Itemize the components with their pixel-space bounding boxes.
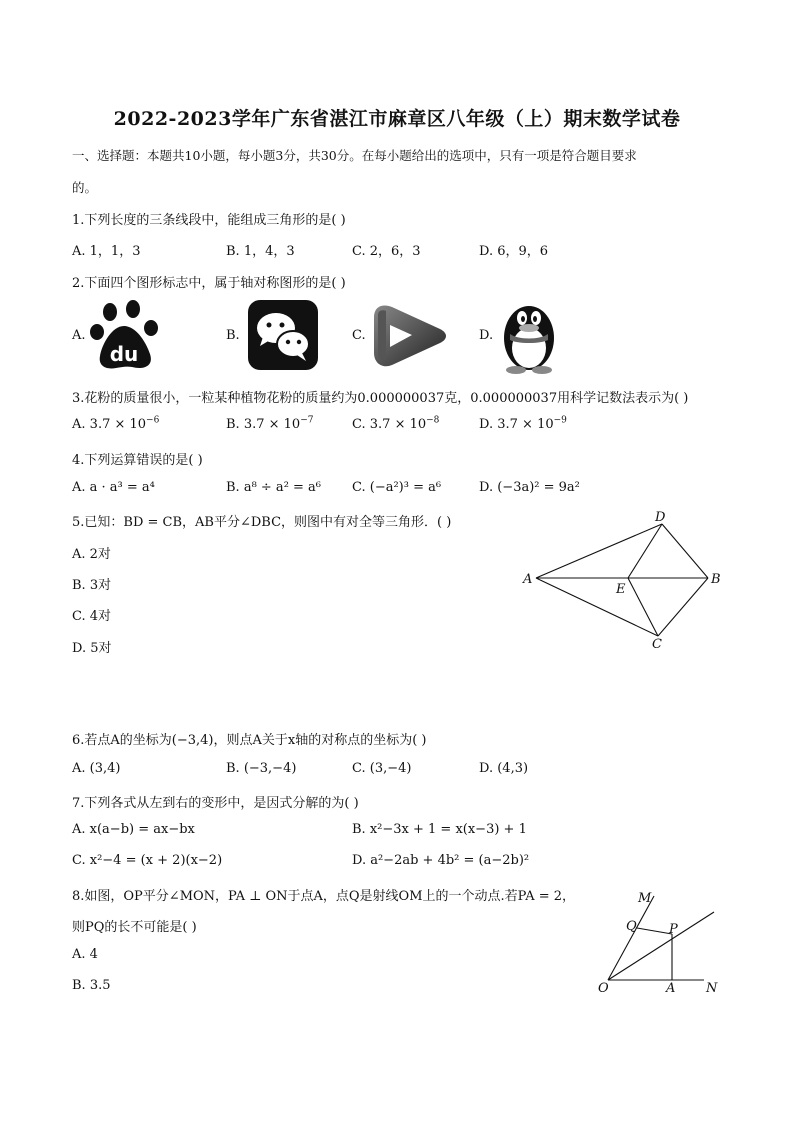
q5-triangle-figure <box>520 508 730 653</box>
q5-label-d: D <box>655 510 666 525</box>
q7-stem: 7.下列各式从左到右的变形中，是因式分解的为( ) <box>72 796 359 811</box>
q7-option-d: D. a²−2ab + 4b² = (a−2b)² <box>352 853 530 868</box>
baidu-paw-logo-icon <box>88 300 168 372</box>
q4-option-d: D. (−3a)² = 9a² <box>479 480 580 495</box>
section-instructions-line1: 一、选择题：本题共10小题，每小题3分，共30分。在每小题给出的选项中，只有一项是符合题目要求 <box>72 148 637 163</box>
q7-option-c: C. x²−4 = (x + 2)(x−2) <box>72 853 223 868</box>
q1-option-a: A. 1，1，3 <box>72 244 141 259</box>
q8-stem-line1: 8.如图，OP平分∠MON，PA ⊥ ON于点A，点Q是射线OM上的一个动点.若PA = 2， <box>72 889 576 904</box>
q3-stem: 3.花粉的质量很小，一粒某种植物花粉的质量约为0.000000037克，0.000000037用科学记数法表示为( ) <box>72 391 689 406</box>
qq-penguin-logo-icon <box>496 294 562 374</box>
q3-option-b: B. $3.7 \times 10^{-7}$ <box>226 415 314 432</box>
q6-option-a: A. (3,4) <box>72 761 121 776</box>
q1-option-b: B. 1，4，3 <box>226 244 295 259</box>
q6-option-c: C. (3,−4) <box>352 761 412 776</box>
q8-label-q: Q <box>626 919 637 934</box>
q5-label-c: C <box>652 637 662 652</box>
q5-option-d: D. 5对 <box>72 641 112 656</box>
q5-label-e: E <box>616 582 626 597</box>
q5-option-c: C. 4对 <box>72 609 112 624</box>
q2-label-a: A. <box>72 328 86 343</box>
q1-option-d: D. 6，9，6 <box>479 244 549 259</box>
exam-title: 2022-2023学年广东省湛江市麻章区八年级（上）期末数学试卷 <box>113 108 681 130</box>
q5-option-b: B. 3对 <box>72 578 112 593</box>
q4-option-b: B. a⁸ ÷ a² = a⁶ <box>226 480 322 495</box>
q2-label-c: C. <box>352 328 366 343</box>
wechat-logo-icon <box>247 299 319 371</box>
play-logo-icon <box>368 303 450 367</box>
q3-option-d: D. $3.7 \times 10^{-9}$ <box>479 415 567 432</box>
q7-option-b: B. x²−3x + 1 = x(x−3) + 1 <box>352 822 527 837</box>
q7-option-a: A. x(a−b) = ax−bx <box>72 822 195 837</box>
q2-stem: 2.下面四个图形标志中，属于轴对称图形的是( ) <box>72 276 346 291</box>
q5-option-a: A. 2对 <box>72 547 111 562</box>
q6-stem: 6.若点A的坐标为(−3,4)，则点A关于x轴的对称点的坐标为( ) <box>72 733 427 748</box>
q5-stem: 5.已知：BD = CB，AB平分∠DBC，则图中有对全等三角形．( ) <box>72 515 452 530</box>
q8-label-n: N <box>706 981 718 996</box>
q8-stem-line2: 则PQ的长不可能是( ) <box>72 920 197 935</box>
q2-label-d: D. <box>479 328 494 343</box>
section-instructions-line2: 的。 <box>72 180 98 195</box>
q8-option-a: A. 4 <box>72 947 98 962</box>
q4-option-c: C. (−a²)³ = a⁶ <box>352 480 442 495</box>
q1-stem: 1.下列长度的三条线段中，能组成三角形的是( ) <box>72 213 346 228</box>
q8-label-p: P <box>669 922 678 937</box>
q4-stem: 4.下列运算错误的是( ) <box>72 453 203 468</box>
q6-option-d: D. (4,3) <box>479 761 529 776</box>
q8-angle-figure <box>592 886 724 998</box>
q8-label-m: M <box>638 891 652 906</box>
q1-option-c: C. 2，6，3 <box>352 244 421 259</box>
q4-option-a: A. a · a³ = a⁴ <box>72 480 155 495</box>
q5-label-a: A <box>523 572 533 587</box>
svg-text:du: du <box>109 342 139 366</box>
q8-label-a: A <box>666 981 676 996</box>
q2-label-b: B. <box>226 328 240 343</box>
q8-option-b: B. 3.5 <box>72 978 111 993</box>
q5-label-b: B <box>711 572 721 587</box>
q8-label-o: O <box>598 981 609 996</box>
q6-option-b: B. (−3,−4) <box>226 761 297 776</box>
q3-option-c: C. $3.7 \times 10^{-8}$ <box>352 415 440 432</box>
q3-option-a: A. $3.7 \times 10^{-6}$ <box>72 415 160 432</box>
